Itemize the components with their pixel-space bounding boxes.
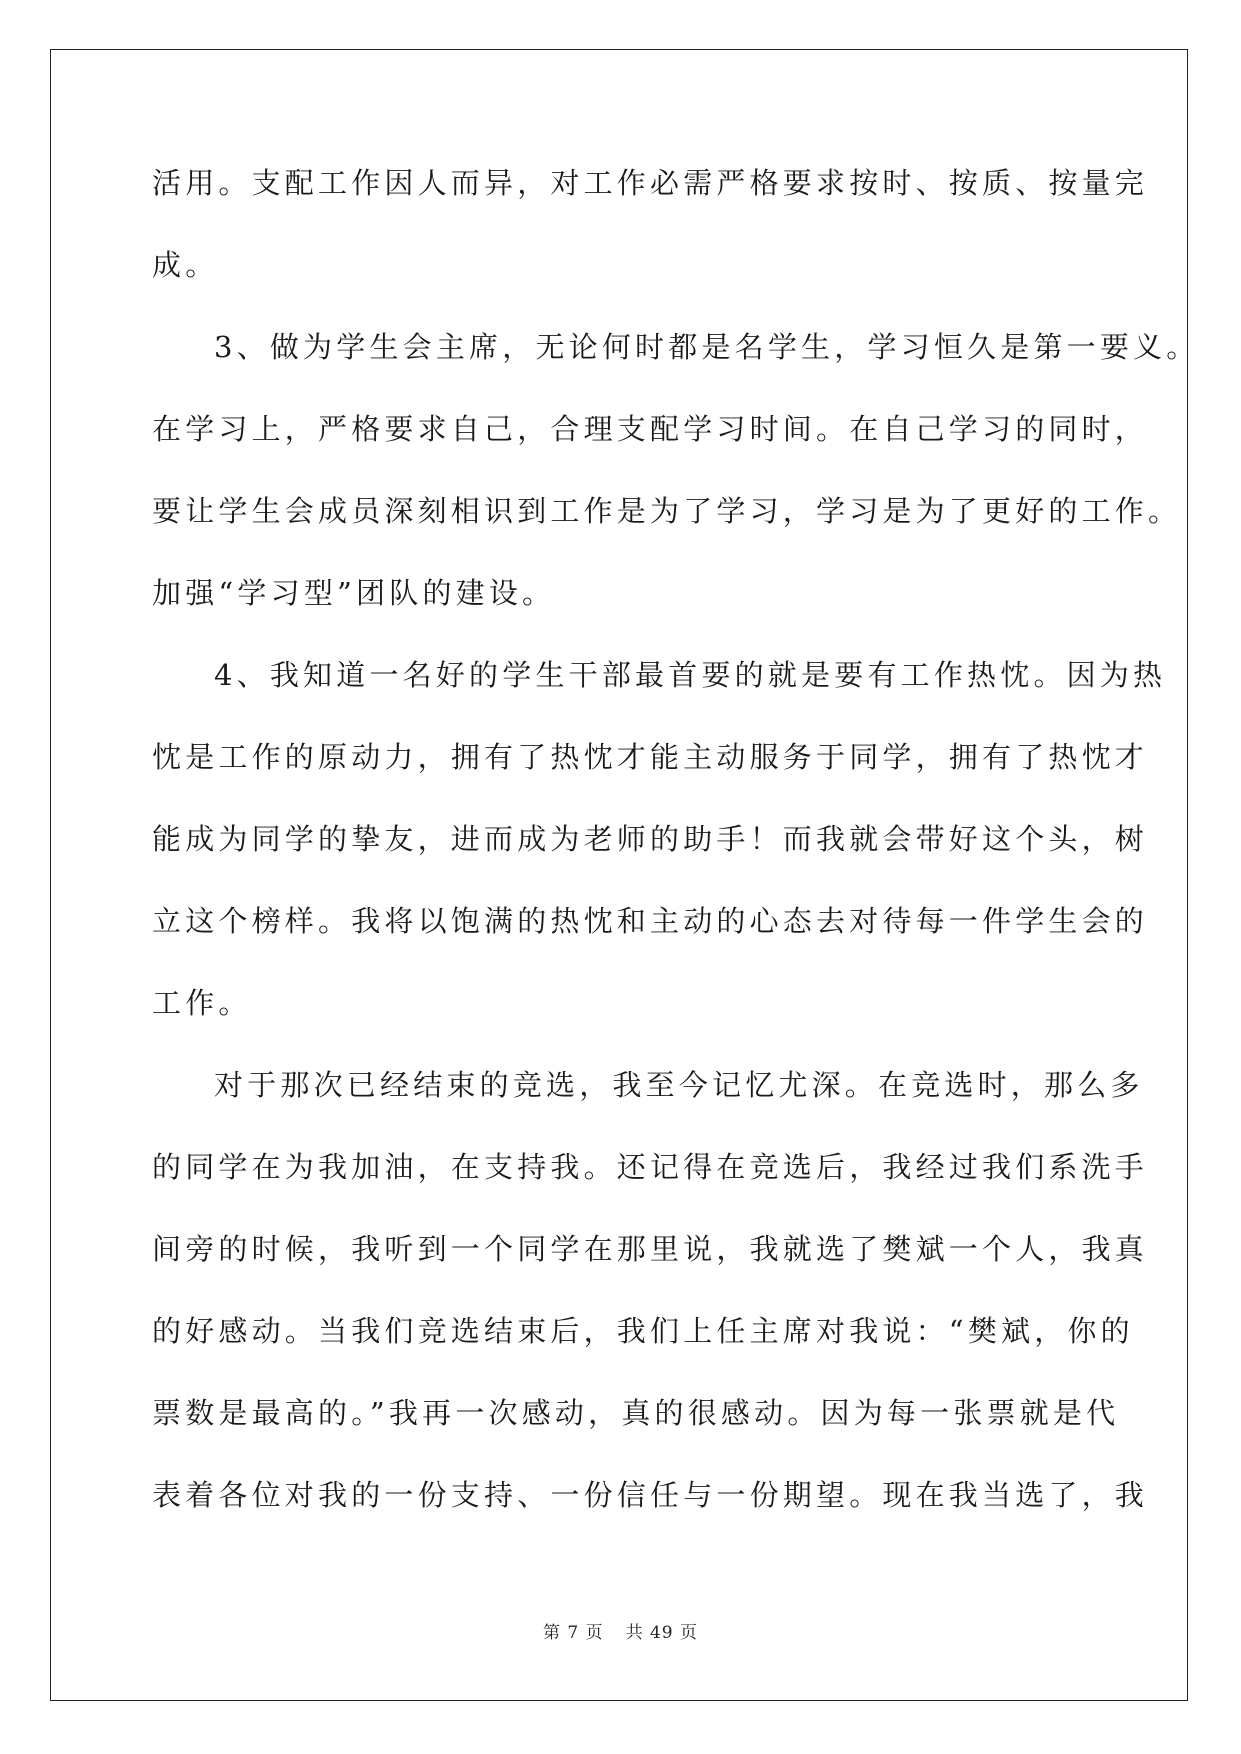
- text-line-10: 立这个榜样。我将以饱满的热忱和主动的心态去对待每一件学生会的: [152, 904, 1149, 938]
- text-line-9: 能成为同学的挚友，进而成为老师的助手！而我就会带好这个头，树: [152, 822, 1149, 856]
- text-line-17: 表着各位对我的一份支持、一份信任与一份期望。现在我当选了，我: [152, 1478, 1149, 1512]
- text-line-11: 工作。: [152, 986, 252, 1020]
- text-line-5: 要让学生会成员深刻相识到工作是为了学习，学习是为了更好的工作。: [152, 494, 1182, 528]
- text-line-14: 间旁的时候，我听到一个同学在那里说，我就选了樊斌一个人，我真: [152, 1232, 1149, 1266]
- page-footer: [0, 1618, 1241, 1643]
- page-number: 第 7 页: [542, 1623, 604, 1643]
- text-line-13: 的同学在为我加油，在支持我。还记得在竞选后，我经过我们系洗手: [152, 1150, 1149, 1184]
- text-line-3: 3、做为学生会主席，无论何时都是名学生，学习恒久是第一要义。: [214, 330, 1200, 364]
- text-line-2: 成。: [152, 248, 219, 282]
- text-line-15: 的好感动。当我们竞选结束后，我们上任主席对我说：“樊斌，你的: [152, 1314, 1134, 1348]
- text-line-6: 加强“学习型”团队的建设。: [152, 576, 556, 610]
- text-line-1: 活用。支配工作因人而异，对工作必需严格要求按时、按质、按量完: [152, 166, 1149, 200]
- text-line-12: 对于那次已经结束的竞选，我至今记忆尤深。在竞选时，那么多: [214, 1068, 1144, 1102]
- text-line-7: 4、我知道一名好的学生干部最首要的就是要有工作热忱。因为热: [214, 658, 1167, 692]
- text-line-8: 忱是工作的原动力，拥有了热忱才能主动服务于同学，拥有了热忱才: [152, 740, 1149, 774]
- document-body: [152, 160, 1200, 1554]
- text-line-16: 票数是最高的。”我再一次感动，真的很感动。因为每一张票就是代: [152, 1396, 1120, 1430]
- text-line-4: 在学习上，严格要求自己，合理支配学习时间。在自己学习的同时，: [152, 412, 1149, 446]
- total-pages: 共 49 页: [625, 1623, 699, 1643]
